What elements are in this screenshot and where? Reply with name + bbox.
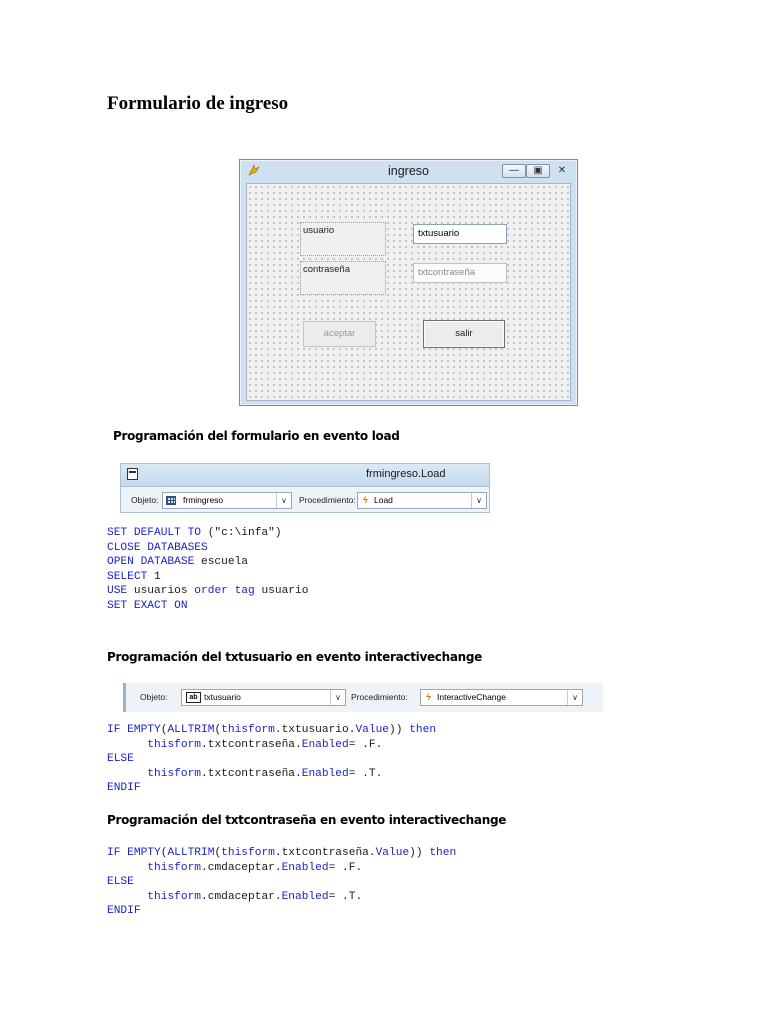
section-heading-txtusuario: Programación del txtusuario en evento interactivechange	[107, 650, 483, 664]
document-icon	[127, 468, 138, 480]
code-keyword: thisform	[221, 847, 275, 859]
label-usuario[interactable]: usuario	[300, 222, 386, 256]
code-text: = .F.	[328, 861, 363, 874]
code-keyword: ELSE	[107, 876, 134, 888]
code-keyword: SET EXACT ON	[107, 599, 188, 612]
chevron-down-icon[interactable]: ∨	[276, 493, 291, 508]
code-keyword: SET DEFAULT TO	[107, 527, 201, 539]
window-title: ingreso	[388, 164, 429, 178]
code-keyword: OPEN DATABASE	[107, 556, 195, 568]
page-title: Formulario de ingreso	[107, 93, 289, 114]
code-line	[107, 527, 282, 539]
event-bolt-icon: ϟ	[426, 692, 431, 702]
code-keyword: Value	[375, 847, 410, 859]
code-line	[107, 753, 134, 765]
code-block-txtcontrasena	[107, 846, 456, 919]
code-text: = .T.	[348, 767, 383, 780]
code-text: .txtcontraseña.	[274, 847, 376, 859]
code-text	[107, 768, 147, 780]
object-label: Objeto:	[140, 692, 168, 702]
procedure-select[interactable]: ϟ InteractiveChange ∨	[420, 689, 583, 706]
code-text: escuela	[194, 556, 248, 568]
code-line	[107, 847, 456, 859]
code-line	[107, 724, 436, 736]
txtusuario-field[interactable]: txtusuario	[413, 224, 507, 244]
code-window-title: frmingreso.Load	[366, 468, 446, 480]
form-grid-icon	[166, 496, 176, 505]
code-keyword: then	[409, 724, 437, 736]
code-text: .txtcontraseña.	[201, 738, 302, 751]
section-heading-txtcontrasena: Programación del txtcontraseña en evento interactivechange	[107, 813, 507, 827]
salir-button[interactable]: salir	[423, 320, 505, 348]
code-keyword: IF EMPTY	[107, 724, 161, 736]
minimize-button[interactable]: —	[502, 164, 526, 178]
code-keyword: Enabled	[301, 767, 349, 780]
code-text	[107, 862, 147, 874]
code-line	[107, 876, 134, 888]
code-text: .txtcontraseña.	[201, 767, 302, 780]
code-text: .cmdaceptar.	[201, 861, 282, 874]
procedure-label: Procedimiento:	[351, 692, 408, 702]
code-text: 1	[147, 570, 161, 583]
code-block-load	[107, 526, 308, 613]
code-keyword: IF EMPTY	[107, 847, 161, 859]
code-keyword: ALLTRIM	[167, 847, 215, 859]
code-keyword: Enabled	[281, 861, 329, 874]
event-bolt-icon: ϟ	[363, 495, 368, 505]
code-text: .txtusuario.	[274, 724, 356, 736]
code-keyword: Value	[355, 724, 390, 736]
code-block-txtusuario	[107, 723, 436, 796]
code-keyword: CLOSE DATABASES	[107, 541, 208, 554]
code-keyword: ENDIF	[107, 905, 141, 917]
code-line	[107, 891, 362, 903]
code-text: ))	[409, 847, 430, 859]
code-text: usuarios	[127, 585, 195, 597]
code-window-titlebar	[121, 464, 489, 487]
code-keyword: Enabled	[301, 738, 349, 751]
close-button[interactable]: ✕	[557, 165, 567, 176]
code-line	[107, 768, 382, 780]
code-line	[107, 905, 141, 917]
code-line	[107, 782, 141, 794]
label-contrasena[interactable]: contraseña	[300, 261, 386, 295]
code-text: .cmdaceptar.	[201, 890, 282, 903]
code-line	[107, 600, 188, 612]
code-line	[107, 739, 382, 751]
form-canvas	[246, 183, 571, 401]
code-window-header-2	[123, 683, 603, 712]
object-select[interactable]: ab txtusuario ∨	[181, 689, 346, 706]
code-text	[107, 739, 147, 751]
chevron-down-icon[interactable]: ∨	[471, 493, 486, 508]
textbox-icon: ab	[186, 692, 201, 703]
code-text: = .F.	[348, 738, 383, 751]
code-keyword: USE	[107, 585, 128, 597]
code-text: (	[214, 724, 222, 736]
object-select[interactable]: frmingreso ∨	[162, 492, 292, 509]
form-window	[239, 159, 578, 406]
chevron-down-icon[interactable]: ∨	[330, 690, 345, 705]
procedure-select[interactable]: ϟ Load ∨	[357, 492, 487, 509]
code-line	[107, 585, 308, 597]
txtcontrasena-field[interactable]: txtcontraseña	[413, 263, 507, 283]
code-keyword: thisform	[147, 738, 202, 751]
code-line	[107, 862, 362, 874]
code-line	[107, 542, 208, 554]
code-text	[107, 891, 147, 903]
aceptar-button[interactable]: aceptar	[303, 321, 376, 347]
code-keyword: ELSE	[107, 753, 134, 765]
code-keyword: order tag	[194, 585, 255, 597]
code-window-header	[120, 463, 490, 513]
code-text: (	[214, 847, 222, 859]
section-heading-load: Programación del formulario en evento load	[113, 429, 400, 443]
procedure-label: Procedimiento:	[299, 495, 356, 505]
code-text: (	[160, 724, 168, 736]
code-keyword: ALLTRIM	[167, 724, 215, 736]
code-keyword: thisform	[147, 890, 202, 903]
object-label: Objeto:	[131, 495, 159, 505]
code-text: ))	[389, 724, 410, 736]
code-keyword: Enabled	[281, 890, 329, 903]
code-keyword: thisform	[221, 724, 275, 736]
code-text: usuario	[254, 585, 309, 597]
code-keyword: then	[429, 847, 457, 859]
code-keyword: SELECT	[107, 570, 148, 583]
code-keyword: thisform	[147, 767, 202, 780]
code-text: = .T.	[328, 890, 363, 903]
maximize-button[interactable]: ▣	[526, 164, 550, 178]
code-text: ("c:\infa")	[201, 527, 282, 539]
chevron-down-icon[interactable]: ∨	[567, 690, 582, 705]
code-line	[107, 556, 248, 568]
code-keyword: ENDIF	[107, 782, 141, 794]
code-text: (	[160, 847, 168, 859]
code-line	[107, 571, 161, 583]
code-keyword: thisform	[147, 861, 202, 874]
